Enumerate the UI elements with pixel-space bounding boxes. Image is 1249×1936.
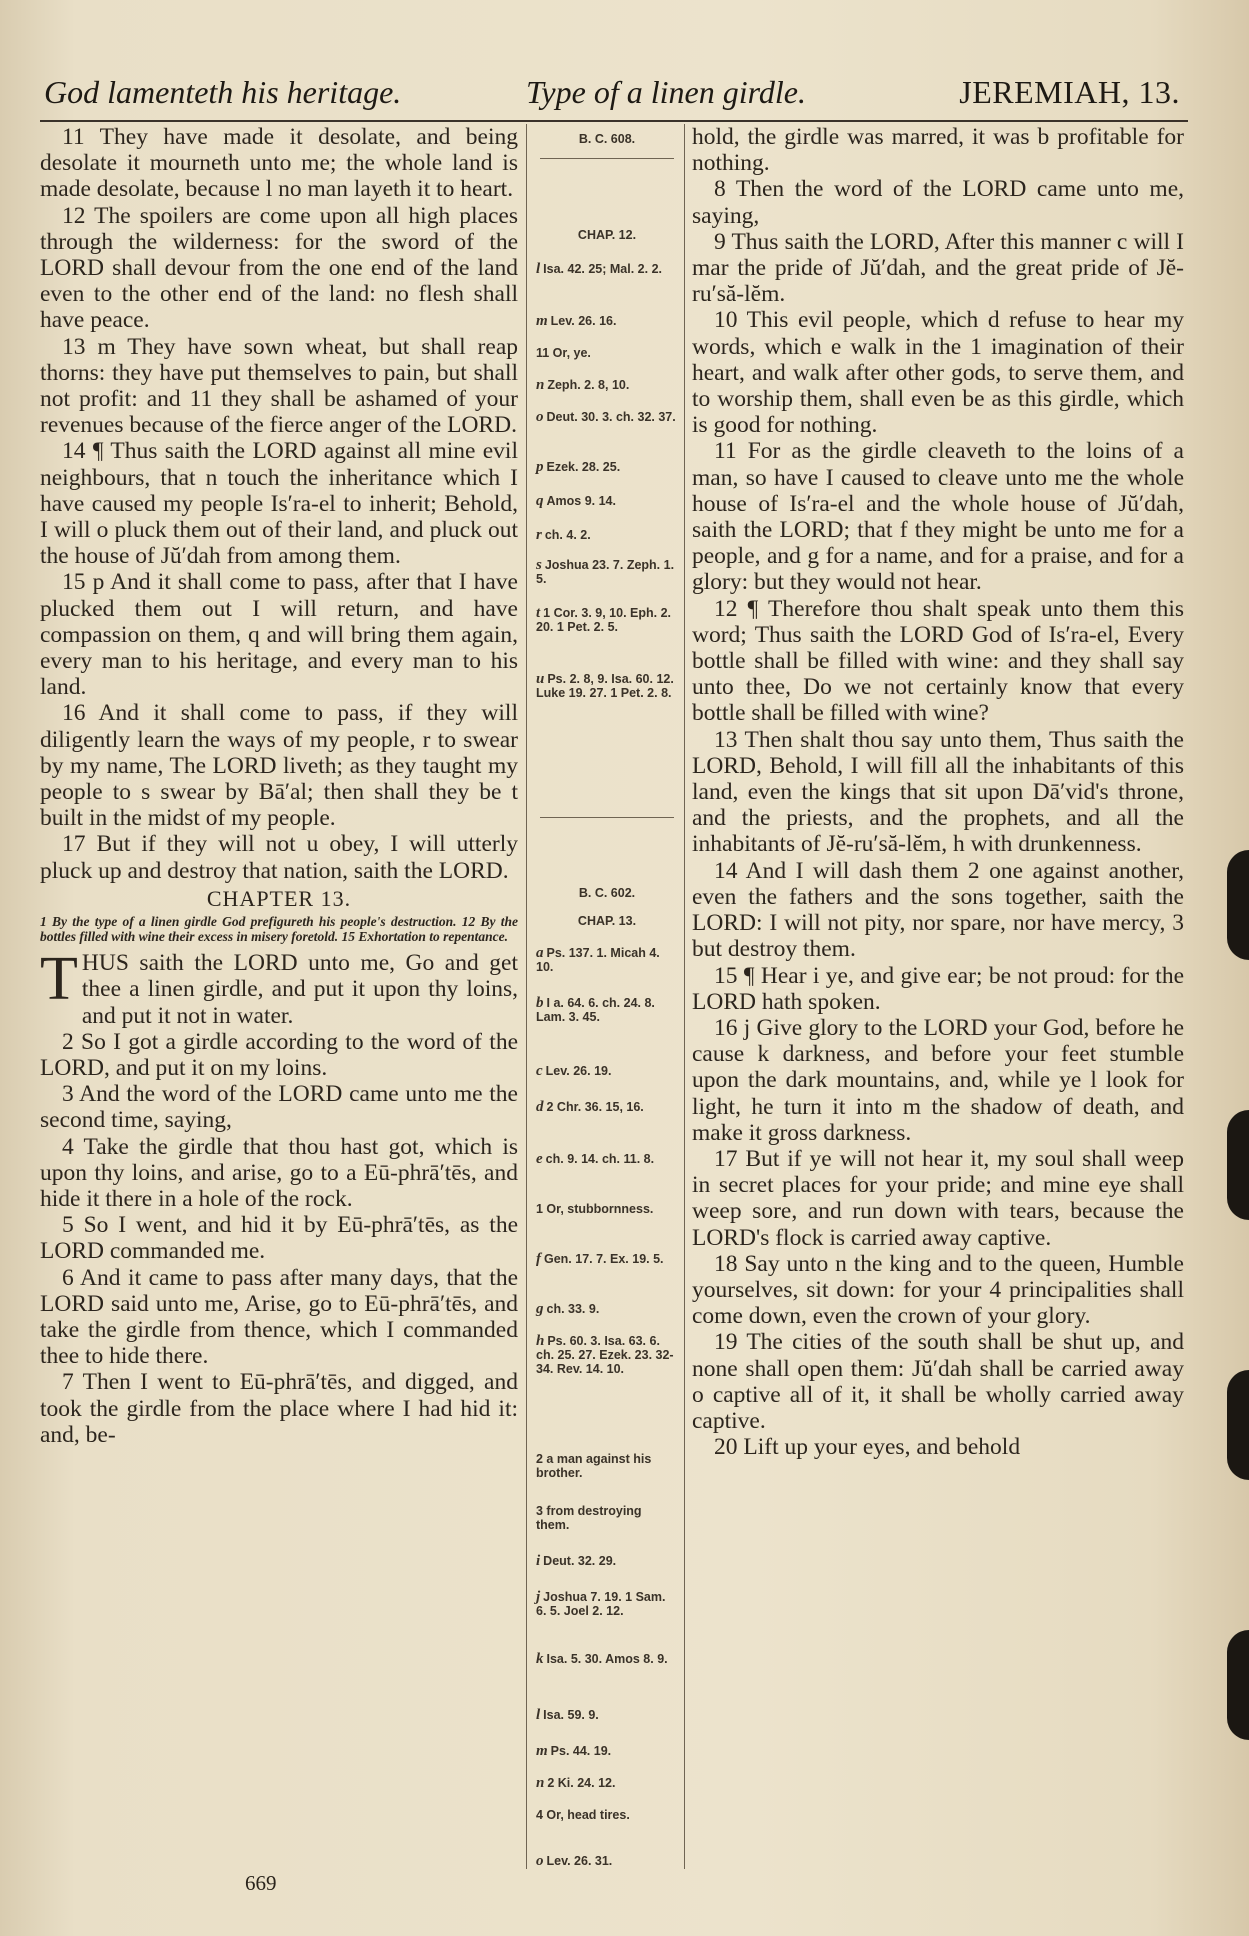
cross-reference: b I a. 64. 6. ch. 24. 8. Lam. 3. 45. [536,995,655,1024]
left-column [40,124,518,1448]
cross-reference: e ch. 9. 14. ch. 11. 8. [536,1151,655,1167]
cross-reference: a Ps. 137. 1. Micah 4. 10. [536,945,660,974]
cross-reference: m Lev. 26. 16. [536,313,617,329]
verse: 5 So I went, and hid it by Eū-phrā′tēs, as the LORD commanded me. [40,1212,518,1265]
cross-reference: i Deut. 32. 29. [536,1553,617,1569]
page-number: 669 [245,1871,277,1895]
verse: 19 The cities of the south shall be shut up, and none shall open them: Jŭ′dah shall be carried away o captive all of it, it shall be wholly carried away captive. [692,1329,1184,1434]
cross-reference: c Lev. 26. 19. [536,1063,612,1079]
chapter-title: CHAPTER 13. [206,885,352,911]
cross-reference: n Zeph. 2. 8, 10. [536,377,630,393]
margin-chapter: CHAP. 13. [577,914,637,928]
verse: 9 Thus saith the LORD, After this manner c will I mar the pride of Jŭ′dah, and the great pride of Jĕ-ru′să-lĕm. [692,228,1184,308]
cross-reference: p Ezek. 28. 25. [536,459,621,475]
verse: 15 p And it shall come to pass, after that I have plucked them out I will return, and have compassion on them, q and will bring them again, every man to his heritage, and every man to his land. [40,569,518,701]
verse-text: HUS saith the LORD unto me, Go and get thee a linen girdle, and put it upon thy loins, and put it not in water. [81,950,518,1029]
verse: 17 But if they will not u obey, I will utterly pluck up and destroy that nation, saith the LORD. [40,831,518,884]
verse: 20 Lift up your eyes, and behold [714,1434,1021,1461]
verse: 16 And it shall come to pass, if they will diligently learn the ways of my people, r to swear by my name, The LORD liveth; as they taught my people to s swear by Bā′al; then shall they be t built in the midst of my people. [40,700,518,832]
cross-reference: n 2 Ki. 24. 12. [536,1775,616,1791]
chapter-summary: 1 By the type of a linen girdle God prefigureth his people's destruction. 12 By the bottles filled with wine their excess in misery foretold. 15 Exhortation to repentance. [40,914,518,945]
column-divider [526,124,527,1869]
verse: 12 ¶ Therefore thou shalt speak unto them this word; Thus saith the LORD God of Is′ra-el, Every bottle shall be filled with wine: and they shall say unto thee, Do we not certainly know that every bottle shall be filled with wine? [692,595,1184,727]
cross-reference: r ch. 4. 2. [536,527,591,543]
thumb-index-tab[interactable] [1227,1630,1249,1740]
margin-rule [540,158,674,159]
header-rule [40,120,1188,122]
cross-reference: h Ps. 60. 3. Isa. 63. 6. ch. 25. 27. Ezek. 23. 32-34. Rev. 14. 10. [536,1333,674,1376]
cross-reference: m Ps. 44. 19. [536,1743,612,1759]
verse: 3 And the word of the LORD came unto me the second time, saying, [40,1081,518,1134]
cross-reference: d 2 Chr. 36. 15, 16. [536,1099,644,1115]
verse: 13 Then shalt thou say unto them, Thus saith the LORD, Behold, I will fill all the inhabitants of this land, even the kings that sit upon Dā′vid's throne, and the priests, and the prophets, and all the inhabitants of Jĕ-ru′să-lĕm, h with drunkenness. [692,726,1184,858]
running-header [40,70,1180,118]
cross-reference: g ch. 33. 9. [536,1301,600,1317]
cross-reference: 4 Or, head tires. [536,1808,630,1822]
thumb-index-tab[interactable] [1227,1110,1249,1220]
cross-reference: j Joshua 7. 19. 1 Sam. 6. 5. Joel 2. 12. [536,1589,666,1618]
cross-reference: l Isa. 59. 9. [536,1707,599,1723]
verse: 13 m They have sown wheat, but shall reap thorns: they have put themselves to pain, but shall not profit: and 11 they shall be ashamed of your revenues because of the fierce anger of the LORD. [40,333,518,439]
cross-reference: s Joshua 23. 7. Zeph. 1. 5. [536,557,675,586]
column-divider [684,124,685,1869]
verse: 11 They have made it desolate, and being desolate it mourneth unto me; the whole land is made desolate, because l no man layeth it to heart. [40,124,518,203]
right-column [692,124,1184,1460]
verse: 14 ¶ Thus saith the LORD against all mine evil neighbours, that n touch the inheritance which I have caused my people Is′ra-el to inherit; Behold, I will o pluck them out of their land, and pluck out the house of Jŭ′dah from among them. [40,438,518,570]
margin-date: B. C. 608. [578,132,636,146]
verse: 15 ¶ Hear i ye, and give ear; be not proud: for the LORD hath spoken. [692,962,1184,1015]
verse: 7 Then I went to Eū-phrā′tēs, and digged, and took the girdle from the place where I had hid it: and, be- [40,1369,518,1448]
cross-reference: k Isa. 5. 30. Amos 8. 9. [536,1651,668,1667]
header-middle: Type of a linen girdle. [526,74,806,110]
verse: 16 j Give glory to the LORD your God, before he cause k darkness, and before your feet stumble upon the dark mountains, and, while ye l look for light, he turn it into m the shadow of death, and make it gross darkness. [692,1014,1184,1146]
header-left: God lamenteth his heritage. [44,74,402,110]
verse: 4 Take the girdle that thou hast got, which is upon thy loins, and arise, go to a Eū-phrā′tēs, and hide it there in a hole of the rock. [40,1133,518,1212]
verse: 18 Say unto n the king and to the queen, Humble yourselves, sit down: for your 4 principalities shall come down, even the crown of your glory. [692,1250,1184,1330]
cross-reference: u Ps. 2. 8, 9. Isa. 60. 12. Luke 19. 27. 1 Pet. 2. 8. [536,671,674,700]
thumb-index-tab[interactable] [1227,850,1249,960]
cross-reference: 1 Or, stubbornness. [536,1202,654,1216]
cross-reference: 2 a man against his brother. [536,1452,652,1480]
cross-reference: 11 Or, ye. [536,346,591,360]
margin-chapter: CHAP. 12. [577,228,637,242]
verse: 6 And it came to pass after many days, that the LORD said unto me, Arise, go to Eū-phrā′tēs, and take the girdle from thence, which I commanded thee to hide there. [40,1264,518,1370]
verse: 12 The spoilers are come upon all high places through the wilderness: for the sword of the LORD shall devour from the one end of the land even to the other end of the land: no flesh shall have peace. [40,202,518,334]
verse: 17 But if ye will not hear it, my soul shall weep in secret places for your pride; and mine eye shall weep sore, and run down with tears, because the LORD's flock is carried away captive. [692,1145,1184,1251]
thumb-index-tab[interactable] [1227,1370,1249,1480]
cross-reference: q Amos 9. 14. [536,493,616,509]
verse [40,945,518,1029]
cross-reference: o Deut. 30. 3. ch. 32. 37. [536,409,676,425]
cross-reference: f Gen. 17. 7. Ex. 19. 5. [536,1251,664,1267]
verse: 10 This evil people, which d refuse to hear my words, which e walk in the 1 imagination of their heart, and walk after other gods, to serve them, and to worship them, shall even be as this girdle, which is good for nothing. [692,307,1184,439]
verse: 11 For as the girdle cleaveth to the loins of a man, so have I caused to cleave unto me the whole house of Is′ra-el and the whole house of Jŭ′dah, saith the LORD; that f they might be unto me for a people, and g for a name, and for a praise, and for a glory: but they would not hear. [692,438,1184,596]
cross-reference: t 1 Cor. 3. 9, 10. Eph. 2. 20. 1 Pet. 2. 5. [536,605,672,634]
margin-rule [540,817,674,818]
verse: 2 So I got a girdle according to the word of the LORD, and put it on my loins. [40,1028,518,1081]
cross-reference: 3 from destroying them. [536,1504,642,1532]
margin-date: B. C. 602. [578,886,636,900]
header-book-chapter: JEREMIAH, 13. [959,74,1180,110]
verse: 8 Then the word of the LORD came unto me, saying, [692,176,1184,229]
drop-cap: T [40,945,78,1014]
cross-reference: o Lev. 26. 31. [536,1853,613,1869]
cross-reference: l Isa. 42. 25; Mal. 2. 2. [536,261,662,277]
verse: hold, the girdle was marred, it was b profitable for nothing. [692,124,1184,177]
verse: 14 And I will dash them 2 one against another, even the fathers and the sons together, saith the LORD: I will not pity, nor spare, nor have mercy, 3 but destroy them. [692,857,1184,963]
